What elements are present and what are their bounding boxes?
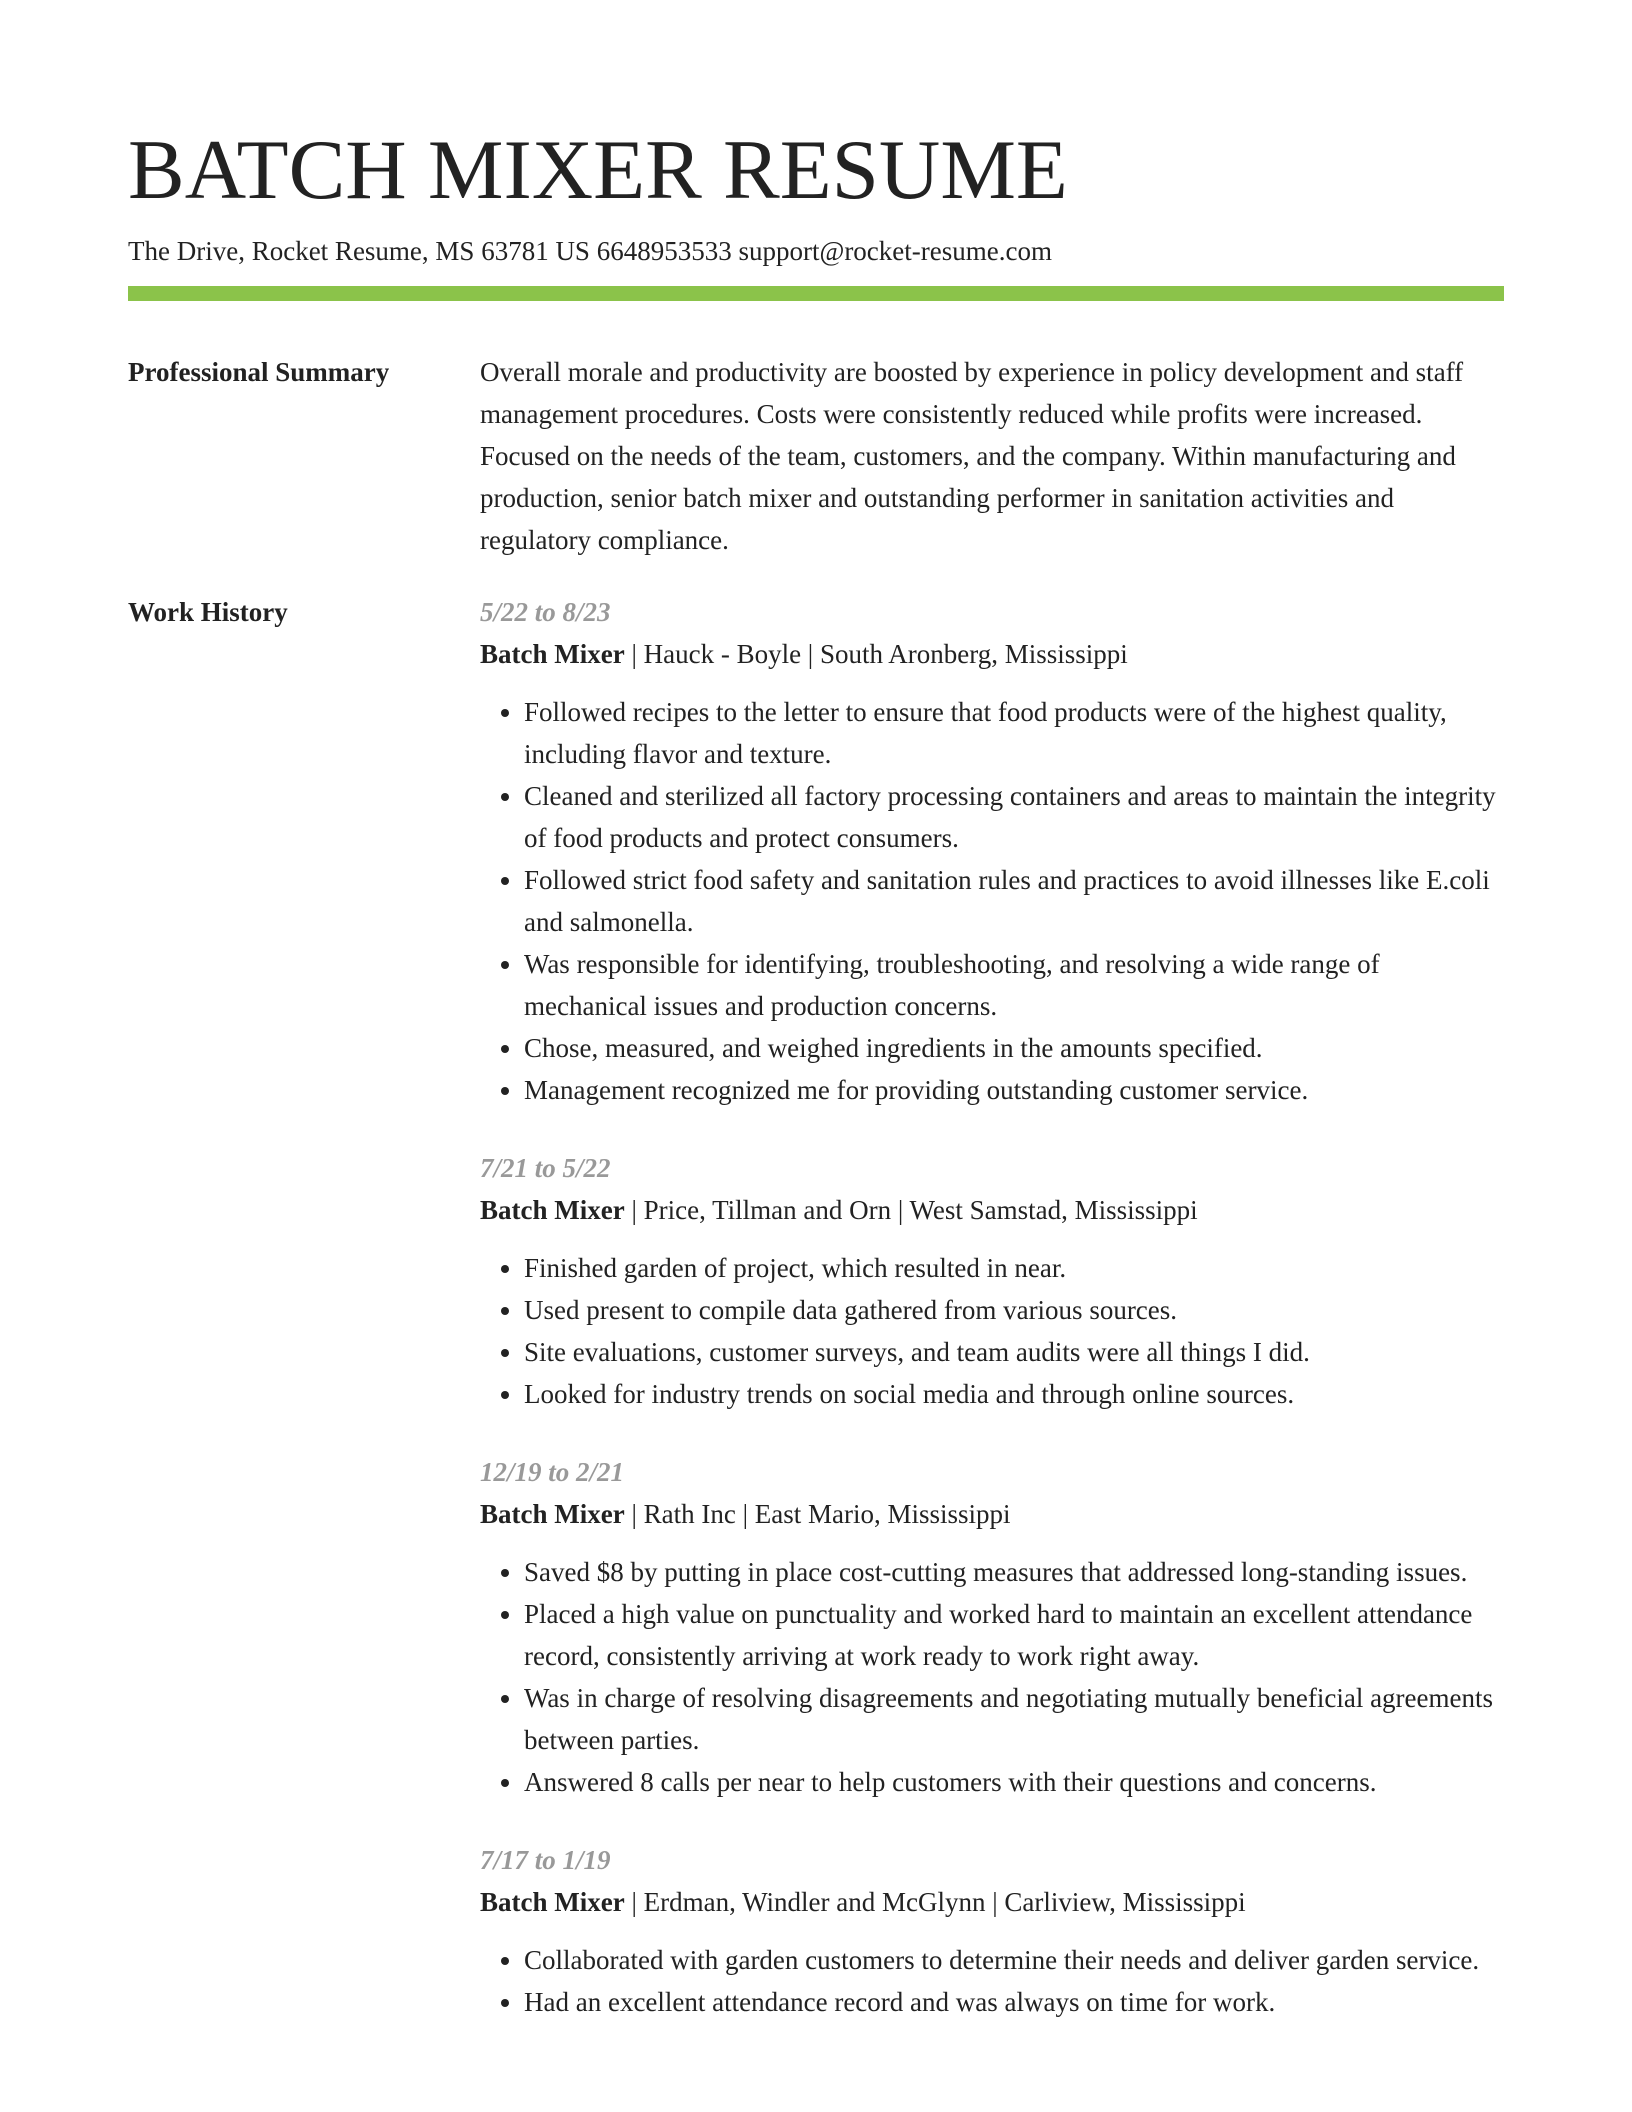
job-title-line [480,633,1504,675]
job-bullet: • Chose, measured, and weighed ingredients in the amounts specified. [524,1027,1504,1069]
job-bullet: • Followed recipes to the letter to ensure that food products were of the highest quality, including flavor and texture. [524,691,1504,775]
job-dates: 7/21 to 5/22 [480,1153,611,1183]
job-bullet: • Placed a high value on punctuality and worked hard to maintain an excellent attendance record, consistently arriving at work ready to work right away. [524,1593,1504,1677]
job-bullet: • Answered 8 calls per near to help customers with their questions and concerns. [524,1761,1504,1803]
job-bullets [480,1551,1504,1803]
job-entry [480,591,1504,1111]
job-bullet: • Saved $8 by putting in place cost-cutting measures that addressed long-standing issues. [524,1551,1504,1593]
job-bullet: • Used present to compile data gathered from various sources. [524,1289,1504,1331]
job-entry [480,1147,1504,1415]
accent-divider [128,286,1504,301]
job-dates: 5/22 to 8/23 [480,597,611,627]
summary-text: Overall morale and productivity are boosted by experience in policy development and staff management procedures. Costs were consistently reduced while profits were increased. Focused on the needs of the team, customers, and the company. Within manufacturing and production, senior batch mixer and outstanding performer in sanitation activities and regulatory compliance. [480,357,1464,555]
job-bullet: • Was responsible for identifying, troubleshooting, and resolving a wide range of mechanical issues and production concerns. [524,943,1504,1027]
resume-title: BATCH MIXER RESUME [128,123,1068,217]
job-dates: 7/17 to 1/19 [480,1845,611,1875]
job-title: Batch Mixer [480,639,625,669]
job-details: | Hauck - Boyle | South Aronberg, Mississippi [624,639,1128,669]
job-title: Batch Mixer [480,1499,625,1529]
job-entry [480,1451,1504,1803]
job-bullet: • Collaborated with garden customers to determine their needs and deliver garden service. [524,1939,1504,1981]
job-bullet: • Was in charge of resolving disagreements and negotiating mutually beneficial agreements between parties. [524,1677,1504,1761]
job-details: | Rath Inc | East Mario, Mississippi [624,1499,1011,1529]
work-history-list [480,591,1504,2059]
job-entry [480,1839,1504,2023]
job-bullet: • Looked for industry trends on social media and through online sources. [524,1373,1504,1415]
job-bullet: • Finished garden of project, which resulted in near. [524,1247,1504,1289]
job-title-line [480,1881,1504,1923]
job-bullets [480,691,1504,1111]
contact-line: The Drive, Rocket Resume, MS 63781 US 6648953533 support@rocket-resume.com [128,236,1052,266]
work-history-section [128,591,1504,2059]
summary-section [128,351,1504,561]
job-details: | Price, Tillman and Orn | West Samstad, Mississippi [624,1195,1198,1225]
job-title-line [480,1493,1504,1535]
job-bullet: • Followed strict food safety and sanitation rules and practices to avoid illnesses like E.coli and salmonella. [524,859,1504,943]
job-bullet: • Management recognized me for providing outstanding customer service. [524,1069,1504,1111]
job-title-line [480,1189,1504,1231]
job-details: | Erdman, Windler and McGlynn | Carliview, Mississippi [624,1887,1246,1917]
job-bullet: • Cleaned and sterilized all factory processing containers and areas to maintain the integrity of food products and protect consumers. [524,775,1504,859]
job-title: Batch Mixer [480,1195,625,1225]
job-bullet: • Site evaluations, customer surveys, and team audits were all things I did. [524,1331,1504,1373]
job-title: Batch Mixer [480,1887,625,1917]
job-bullets [480,1939,1504,2023]
job-dates: 12/19 to 2/21 [480,1457,625,1487]
resume-page [128,0,1504,2059]
work-history-heading: Work History [128,597,288,627]
job-bullet: • Had an excellent attendance record and was always on time for work. [524,1981,1504,2023]
job-bullets [480,1247,1504,1415]
summary-heading: Professional Summary [128,357,390,387]
